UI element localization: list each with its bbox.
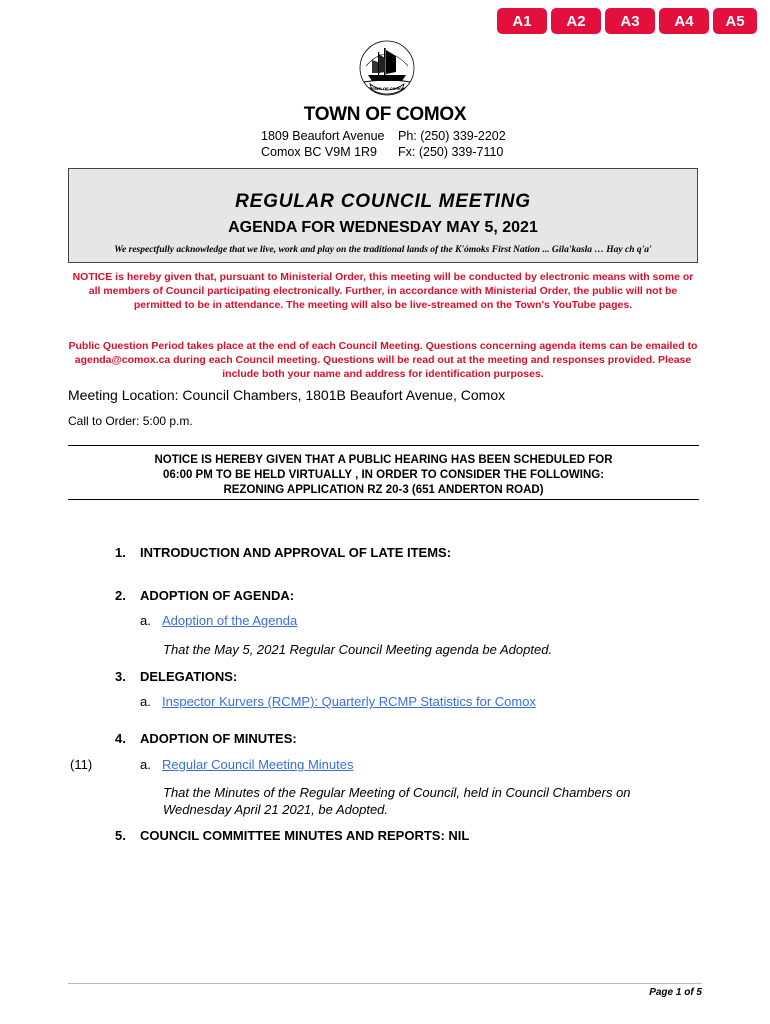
page-number: Page 1 of 5: [649, 987, 702, 998]
agenda-motion-2: That the May 5, 2021 Regular Council Meeting agenda be Adopted.: [163, 642, 553, 657]
agenda-motion-4: [163, 784, 631, 818]
tab-a5[interactable]: A5: [713, 8, 757, 34]
land-acknowledgement: We respectfully acknowledge that we live, work and play on the traditional lands of the K'ómoks First Nation ... Gila'kasla … Hay ch q'a': [114, 245, 652, 255]
meeting-location: Meeting Location: Council Chambers, 1801B Beaufort Avenue, Comox: [68, 387, 506, 403]
agenda-item-title: ADOPTION OF MINUTES:: [140, 731, 297, 746]
public-hearing-notice: [68, 453, 699, 498]
agenda-item-title: COUNCIL COMMITTEE MINUTES AND REPORTS: NIL: [140, 828, 470, 843]
logo-text: TOWN OF COMOX: [369, 87, 405, 91]
phone-number: Ph: (250) 339-2202: [398, 129, 506, 143]
agenda-item-number: 2.: [115, 588, 126, 603]
tab-a2[interactable]: A2: [551, 8, 601, 34]
council-minutes-link[interactable]: Regular Council Meeting Minutes: [162, 757, 354, 772]
address-city: Comox BC V9M 1R9: [261, 145, 378, 159]
agenda-item-number: 4.: [115, 731, 126, 746]
public-hearing-line2: 06:00 PM TO BE HELD VIRTUALLY , IN ORDER TO CONSIDER THE FOLLOWING:: [162, 469, 605, 481]
town-crest-logo-icon: [352, 38, 422, 100]
town-address: [261, 128, 506, 160]
address-street: 1809 Beaufort Avenue: [261, 129, 385, 143]
footer-divider: [68, 983, 702, 984]
public-hearing-line1: NOTICE IS HEREBY GIVEN THAT A PUBLIC HEARING HAS BEEN SCHEDULED FOR: [154, 454, 613, 466]
town-name: TOWN OF COMOX: [303, 104, 467, 125]
tab-a1[interactable]: A1: [497, 8, 547, 34]
subitem-letter: a.: [140, 613, 151, 628]
rcmp-statistics-link[interactable]: Inspector Kurvers (RCMP): Quarterly RCMP Statistics for Comox: [162, 694, 536, 709]
agenda-item-number: 3.: [115, 669, 126, 684]
page-reference: (11): [70, 757, 93, 772]
public-hearing-line3: REZONING APPLICATION RZ 20-3 (651 ANDERTON ROAD): [223, 484, 544, 496]
question-period-notice: Public Question Period takes place at the end of each Council Meeting. Questions concerning agenda items can be emailed to agenda@comox.ca during each Council meeting. Questions will be read out at the meeting and responses provided. Please include both your name and address for identification purposes.: [68, 340, 698, 380]
agenda-item-number: 5.: [115, 828, 126, 843]
adoption-of-agenda-link[interactable]: Adoption of the Agenda: [162, 613, 298, 628]
agenda-item-number: 1.: [115, 545, 126, 560]
motion-line2: Wednesday April 21 2021, be Adopted.: [163, 802, 389, 817]
agenda-item-title: ADOPTION OF AGENDA:: [140, 588, 295, 603]
agenda-item-title: DELEGATIONS:: [140, 669, 238, 684]
motion-line1: That the Minutes of the Regular Meeting of Council, held in Council Chambers on: [163, 785, 631, 800]
meeting-title: REGULAR COUNCIL MEETING: [235, 191, 531, 212]
meeting-title-box: [68, 168, 698, 263]
agenda-item-title: INTRODUCTION AND APPROVAL OF LATE ITEMS:: [140, 545, 452, 560]
electronic-meeting-notice: NOTICE is hereby given that, pursuant to Ministerial Order, this meeting will be conducted by electronic means with some or all members of Council participating electronically. Further, in accordance with Ministerial Order, the public will not be permitted to be in attendance. The meeting will also be live-streamed on the Town's YouTube pages.: [72, 271, 694, 311]
subitem-letter: a.: [140, 694, 151, 709]
tab-a3[interactable]: A3: [605, 8, 655, 34]
agenda-date: AGENDA FOR WEDNESDAY MAY 5, 2021: [228, 219, 538, 236]
divider-top: [68, 445, 699, 446]
fax-number: Fx: (250) 339-7110: [398, 145, 504, 159]
attachment-tabs: [497, 8, 757, 34]
divider-bottom: [68, 499, 699, 500]
tab-a4[interactable]: A4: [659, 8, 709, 34]
call-to-order: Call to Order: 5:00 p.m.: [68, 414, 193, 428]
subitem-letter: a.: [140, 757, 151, 772]
